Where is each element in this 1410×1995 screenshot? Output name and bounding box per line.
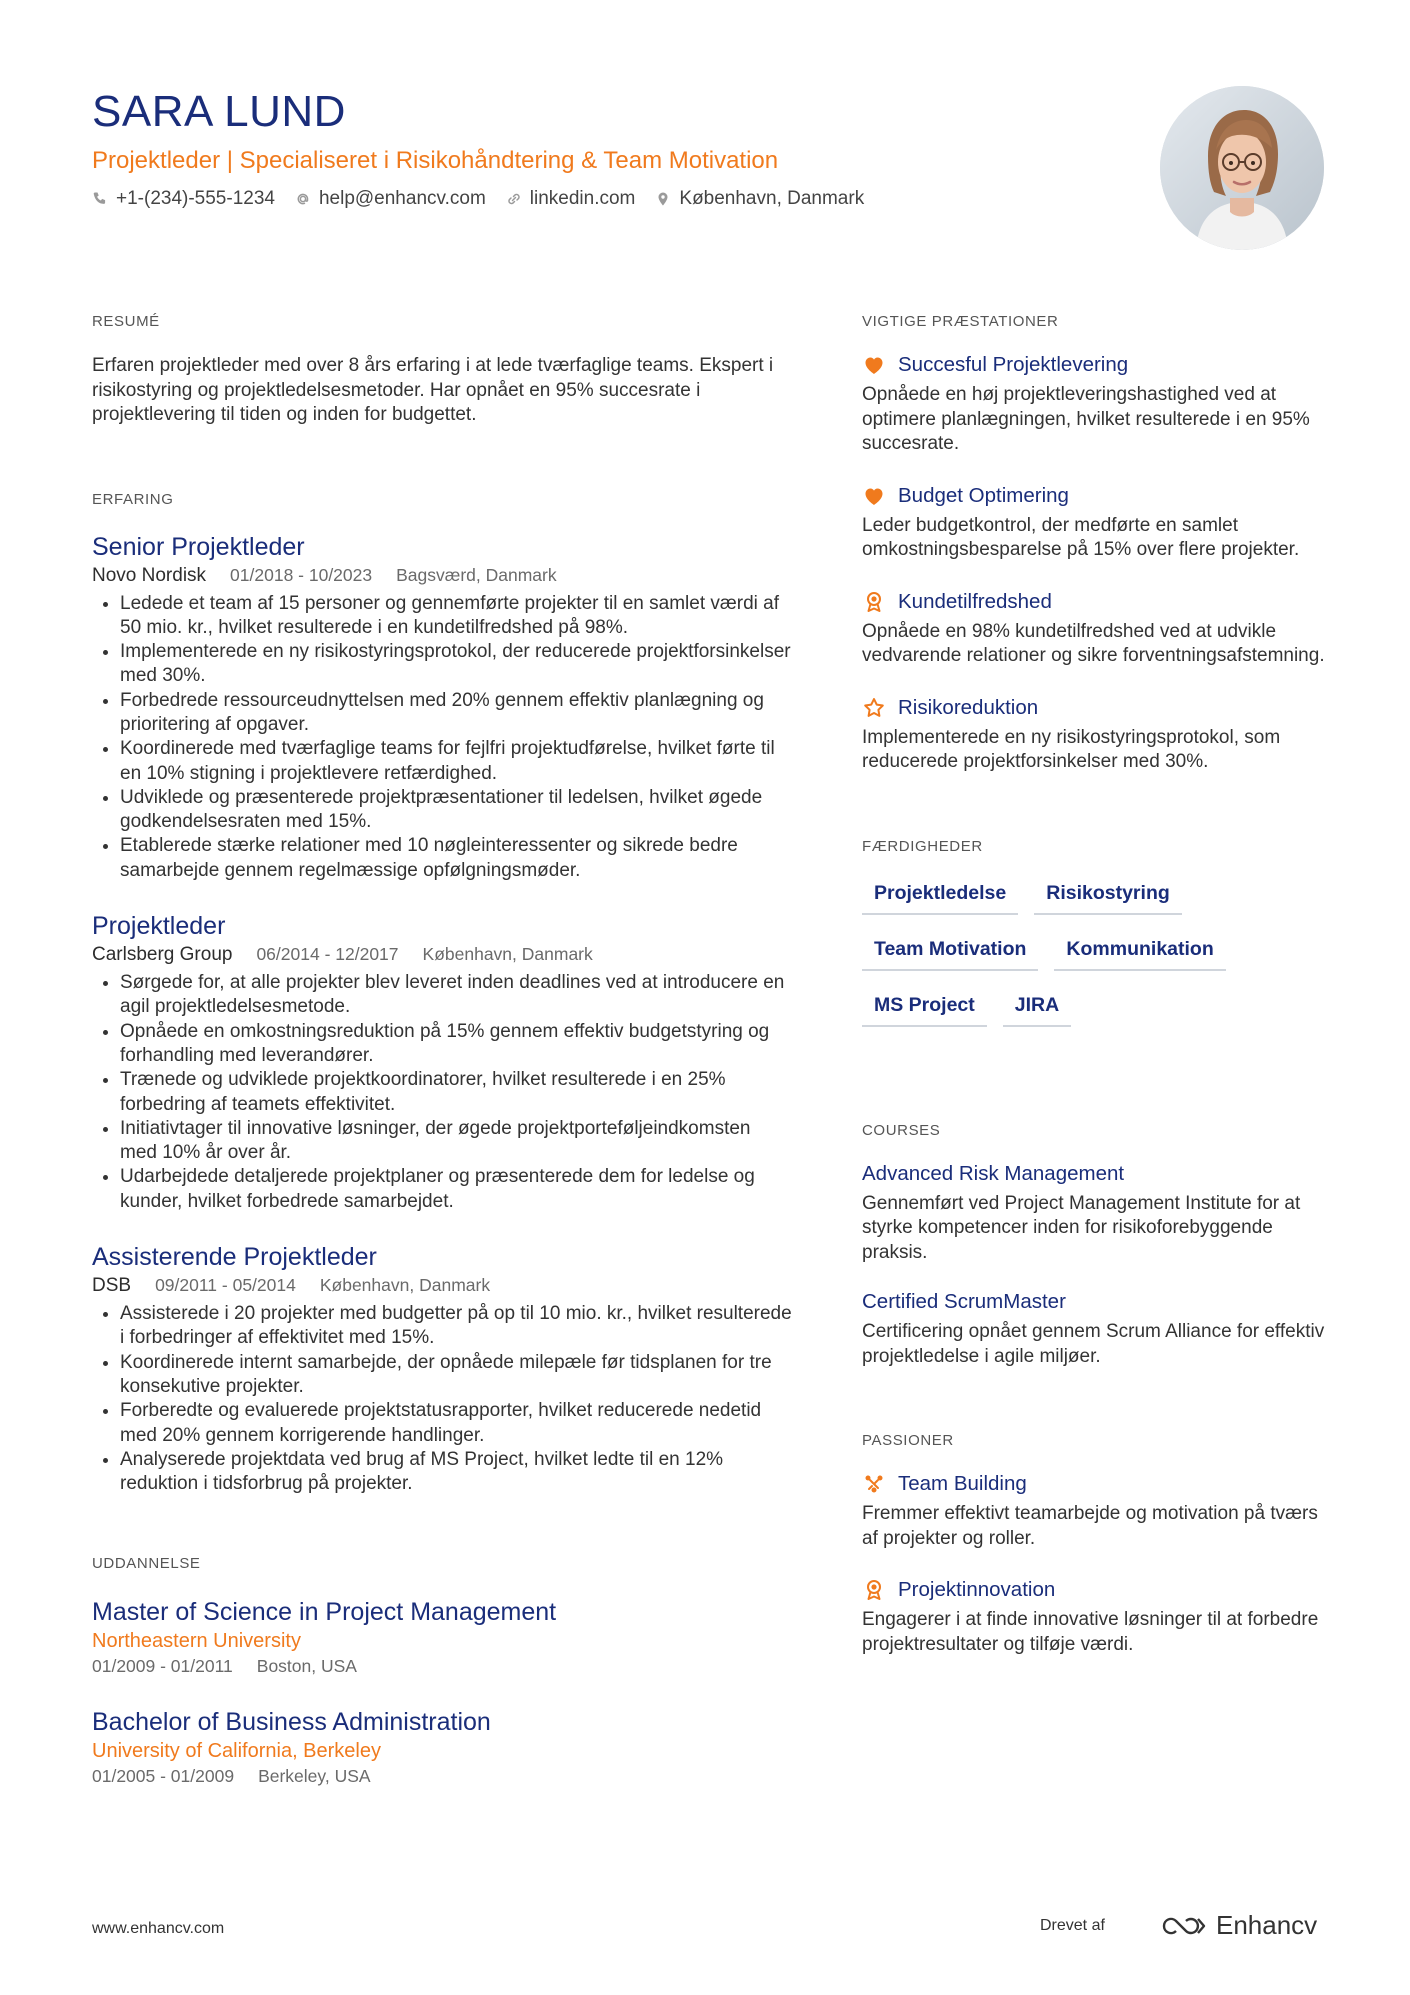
team-icon bbox=[862, 1472, 886, 1496]
award-icon bbox=[862, 590, 886, 614]
heart-icon bbox=[862, 484, 886, 508]
job-company: Novo Nordisk bbox=[92, 564, 207, 586]
summary-text: Erfaren projektleder med over 8 års erfaring i at lede tværfaglige teams. Ekspert i risikostyring og projektledelsesmetoder. Har opnået en 95% succesrate i projektlevering til tiden og inden for budgettet. bbox=[92, 355, 774, 425]
achievement-item bbox=[862, 483, 1332, 563]
education-dates: 01/2009 - 01/2011 bbox=[92, 1656, 233, 1677]
portrait-illustration bbox=[1160, 86, 1324, 250]
achievements-section-title: VIGTIGE PRÆSTATIONER bbox=[862, 313, 1059, 330]
course-item bbox=[862, 1289, 1332, 1369]
job-bullet: • Etablerede stærke relationer med 10 nøgleinteressenter og sikrede bedre samarbejde gennem regelmæssige opfølgningsmøder. bbox=[120, 834, 792, 883]
right-column bbox=[862, 312, 1332, 1657]
job-bullet: • Assisterede i 20 projekter med budgetter på op til 10 mio. kr., hvilket resulterede i forbedringer af effektivitet med 15%. bbox=[120, 1302, 792, 1351]
course-text: Certificering opnået gennem Scrum Alliance for effektiv projektledelse i agile miljøer. bbox=[862, 1321, 1325, 1367]
job-bullet: • Analyserede projektdata ved brug af MS Project, hvilket ledte til en 12% reduktion i tidsforbrug på projekter. bbox=[120, 1448, 792, 1497]
headline: Projektleder | Specialiseret i Risikohåndtering & Team Motivation bbox=[92, 147, 779, 174]
job-bullet: • Implementerede en ny risikostyringsprotokol, der reducerede projektforsinkelser med 30%. bbox=[120, 640, 792, 689]
achievement-title: Kundetilfredshed bbox=[898, 589, 1052, 613]
job-location: København, Danmark bbox=[422, 944, 593, 965]
job-bullet: • Koordinerede internt samarbejde, der opnåede milepæle før tidsplanen for tre konsekutive projekter. bbox=[120, 1351, 792, 1400]
job-bullets bbox=[92, 592, 792, 884]
job-entry bbox=[92, 532, 792, 884]
job-bullet: • Ledede et team af 15 personer og gennemførte projekter til en samlet værdi af 50 mio. kr., hvilket resulterede i en kundetilfredshed på 98%. bbox=[120, 592, 792, 641]
contact-linkedin[interactable] bbox=[506, 186, 636, 212]
achievement-item bbox=[862, 589, 1332, 669]
job-bullet: • Udviklede og præsenterede projektpræsentationer til ledelsen, hvilket øgede godkendelsesraten med 15%. bbox=[120, 786, 792, 835]
job-bullet: • Koordinerede med tværfaglige teams for fejlfri projektudførelse, hvilket førte til en 10% stigning i projektlevere retfærdighed. bbox=[120, 737, 792, 786]
achievement-text: Opnåede en høj projektleveringshastighed ved at optimere planlægningen, hvilket resulterede i en 95% succesrate. bbox=[862, 384, 1310, 454]
skill-tag: Projektledelse bbox=[862, 875, 1018, 915]
achievement-text: Leder budgetkontrol, der medførte en samlet omkostningsbesparelse på 15% over flere projekter. bbox=[862, 514, 1300, 560]
job-dates: 06/2014 - 12/2017 bbox=[256, 944, 399, 965]
location-text: København, Danmark bbox=[679, 188, 865, 209]
passion-title: Team Building bbox=[898, 1472, 1027, 1495]
achievement-title: Budget Optimering bbox=[898, 483, 1069, 507]
course-text: Gennemført ved Project Management Institute for at styrke kompetencer inden for risikoforebyggende praksis. bbox=[862, 1192, 1301, 1263]
skill-tag: Risikostyring bbox=[1034, 875, 1182, 915]
job-entry bbox=[92, 911, 792, 1214]
education-school: Northeastern University bbox=[92, 1630, 301, 1653]
education-meta bbox=[92, 1654, 792, 1678]
job-meta bbox=[92, 563, 792, 588]
job-title: Senior Projektleder bbox=[92, 532, 305, 561]
job-bullets bbox=[92, 1302, 792, 1496]
powered-by-label: Drevet af bbox=[1040, 1917, 1105, 1934]
contact-phone[interactable] bbox=[92, 186, 275, 212]
achievement-text: Implementerede en ny risikostyringsprotokol, som reducerede projektforsinkelser med 30%. bbox=[862, 726, 1281, 772]
education-meta bbox=[92, 1764, 792, 1788]
achievement-item bbox=[862, 695, 1332, 775]
linkedin-text: linkedin.com bbox=[529, 188, 636, 209]
skill-tag: MS Project bbox=[862, 987, 987, 1027]
contact-location bbox=[655, 186, 864, 212]
course-title: Advanced Risk Management bbox=[862, 1161, 1125, 1185]
candidate-name: SARA LUND bbox=[92, 87, 346, 136]
job-bullet: • Forbedrede ressourceudnyttelsen med 20% gennem effektiv planlægning og prioritering af opgaver. bbox=[120, 689, 792, 738]
brand-logo[interactable] bbox=[1160, 1910, 1317, 1941]
profile-photo bbox=[1160, 86, 1324, 250]
passion-item bbox=[862, 1471, 1332, 1551]
email-text: help@enhancv.com bbox=[318, 188, 486, 209]
left-column bbox=[92, 312, 792, 1788]
education-dates: 01/2005 - 01/2009 bbox=[92, 1766, 235, 1787]
job-title: Projektleder bbox=[92, 912, 226, 941]
job-location: Bagsværd, Danmark bbox=[396, 564, 557, 585]
job-bullet: • Udarbejdede detaljerede projektplaner og præsenterede dem for ledelse og kunder, hvilket forbedrede samarbejdet. bbox=[120, 1165, 792, 1214]
award-icon bbox=[862, 1578, 886, 1602]
passion-text: Engagerer i at finde innovative løsninger til at forbedre projektresultater og tilføje værdi. bbox=[862, 1609, 1319, 1655]
job-meta bbox=[92, 1273, 792, 1298]
education-location: Boston, USA bbox=[256, 1656, 357, 1677]
summary-section-title: RESUMÉ bbox=[92, 313, 160, 330]
phone-text: +1-(234)-555-1234 bbox=[116, 188, 275, 209]
job-entry bbox=[92, 1242, 792, 1496]
courses-section-title: COURSES bbox=[862, 1121, 941, 1139]
brand-name: Enhancv bbox=[1216, 1910, 1318, 1940]
education-school: University of California, Berkeley bbox=[92, 1740, 381, 1763]
skill-tag: Kommunikation bbox=[1054, 931, 1225, 971]
job-dates: 01/2018 - 10/2023 bbox=[230, 564, 373, 585]
course-item bbox=[862, 1161, 1332, 1266]
star-icon bbox=[862, 696, 886, 720]
phone-icon bbox=[92, 191, 108, 207]
passion-item bbox=[862, 1577, 1332, 1657]
job-bullets bbox=[92, 971, 792, 1214]
skill-tag: JIRA bbox=[1003, 987, 1071, 1027]
job-title: Assisterende Projektleder bbox=[92, 1243, 377, 1272]
achievement-title: Succesful Projektlevering bbox=[898, 353, 1129, 376]
skills-section-title: FÆRDIGHEDER bbox=[862, 837, 983, 855]
job-bullet: • Forberedte og evaluerede projektstatusrapporter, hvilket reducerede nedetid med 20% gennem korrigerende handlinger. bbox=[120, 1399, 792, 1448]
passion-text: Fremmer effektivt teamarbejde og motivation på tværs af projekter og roller. bbox=[862, 1503, 1318, 1549]
job-dates: 09/2011 - 05/2014 bbox=[155, 1275, 296, 1296]
job-company: Carlsberg Group bbox=[92, 944, 233, 966]
course-title: Certified ScrumMaster bbox=[862, 1290, 1066, 1313]
skills-list bbox=[862, 875, 1302, 1027]
location-pin-icon bbox=[655, 191, 671, 207]
education-degree: Bachelor of Business Administration bbox=[92, 1708, 491, 1737]
education-section-title: UDDANNELSE bbox=[92, 1555, 201, 1573]
experience-section-title: ERFARING bbox=[92, 490, 174, 508]
job-bullet: • Opnåede en omkostningsreduktion på 15% gennem effektiv budgetstyring og forhandling med leverandører. bbox=[120, 1020, 792, 1069]
education-degree: Master of Science in Project Management bbox=[92, 1598, 557, 1627]
footer-url[interactable]: www.enhancv.com bbox=[92, 1920, 225, 1937]
achievement-text: Opnåede en 98% kundetilfredshed ved at udvikle vedvarende relationer og sikre forventningsafstemning. bbox=[862, 620, 1325, 666]
heart-icon bbox=[862, 353, 886, 377]
contact-bar bbox=[92, 186, 864, 212]
job-bullet: • Trænede og udviklede projektkoordinatorer, hvilket resulterede i en 25% forbedring af teamets effektivitet. bbox=[120, 1068, 792, 1117]
contact-email[interactable] bbox=[295, 186, 486, 212]
enhancv-logo-icon bbox=[1160, 1914, 1208, 1938]
at-icon bbox=[295, 191, 311, 207]
passion-title: Projektinnovation bbox=[898, 1578, 1056, 1601]
job-meta bbox=[92, 942, 792, 967]
passions-section-title: PASSIONER bbox=[862, 1432, 954, 1449]
skill-tag: Team Motivation bbox=[862, 931, 1038, 971]
job-bullet: • Sørgede for, at alle projekter blev leveret inden deadlines ved at introducere en agil projektledelsesmetode. bbox=[120, 971, 792, 1020]
education-entry bbox=[92, 1596, 792, 1678]
link-icon bbox=[506, 191, 522, 207]
job-company: DSB bbox=[92, 1275, 132, 1297]
job-bullet: • Initiativtager til innovative løsninger, der øgede projektporteføljeindkomsten med 10% år over år. bbox=[120, 1117, 792, 1166]
education-entry bbox=[92, 1706, 792, 1788]
achievement-title: Risikoreduktion bbox=[898, 695, 1039, 719]
education-location: Berkeley, USA bbox=[258, 1766, 371, 1787]
job-location: København, Danmark bbox=[319, 1275, 491, 1296]
achievement-item bbox=[862, 352, 1332, 457]
